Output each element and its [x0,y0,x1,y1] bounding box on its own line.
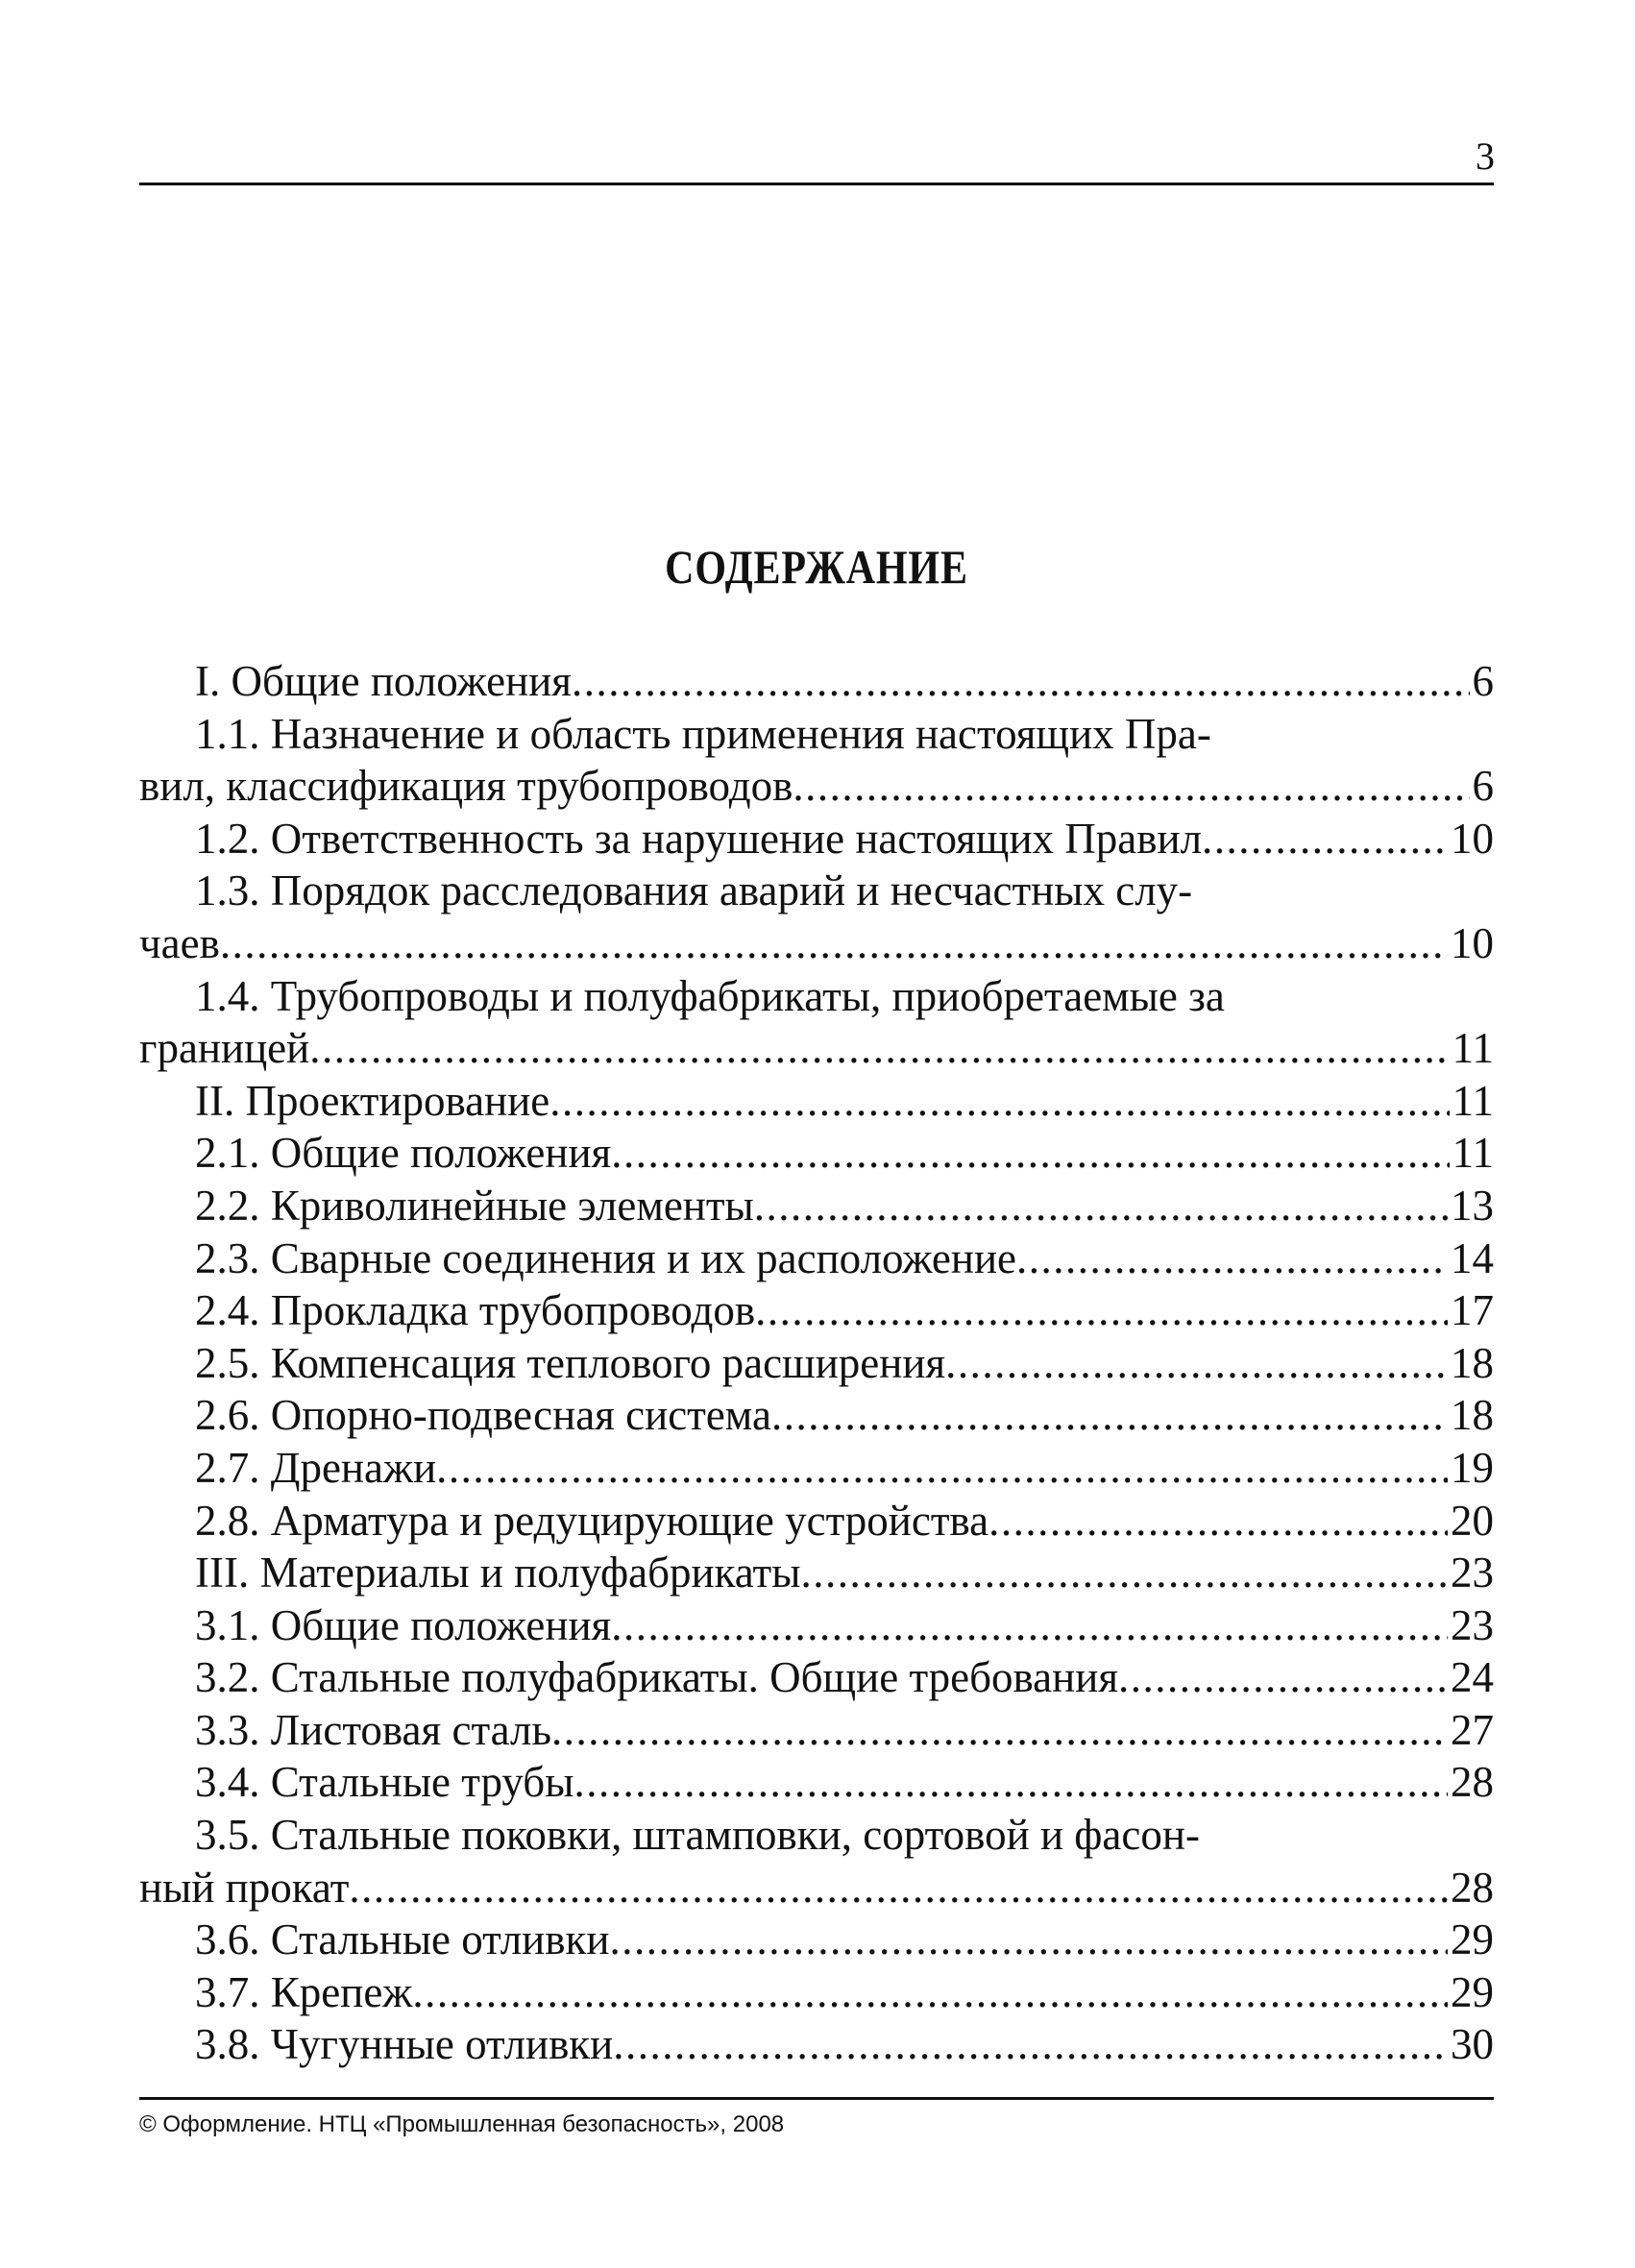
toc-entry-text: 1.3. Порядок расследования аварий и несчастных слу- [195,866,1193,915]
toc-entry-page: 28 [1451,1758,1494,1807]
toc-entry [139,1547,1494,1599]
toc-entry [139,1442,1494,1495]
toc-entry-text: 1.4. Трубопроводы и полуфабрикаты, приобретаемые за [195,971,1225,1020]
toc-entry [139,813,1494,866]
toc-entry [139,655,1494,708]
toc-leader-dots [988,1495,1448,1548]
toc-leader-dots [771,1389,1448,1442]
toc-leader-dots [573,1756,1448,1809]
toc-leader-dots [609,1914,1448,1966]
toc-entry-page: 23 [1451,1600,1494,1649]
toc-entry [139,1389,1494,1442]
toc-entry-page: 18 [1451,1338,1494,1387]
toc-leader-dots [572,655,1470,708]
toc-entry [139,708,1494,761]
toc-entry-text: границей [139,1024,310,1073]
toc-entry [139,1180,1494,1232]
toc-entry-page: 11 [1452,1129,1494,1178]
toc-entry-text: 2.2. Криволинейные элементы [195,1181,754,1230]
toc-leader-dots [549,1075,1449,1128]
toc-entry-text: ный прокат [139,1863,350,1912]
footer-rule [139,2097,1494,2100]
toc-entry-text: 3.1. Общие положения [195,1600,612,1649]
toc-entry-page: 19 [1451,1443,1494,1492]
toc-entry [139,1651,1494,1704]
toc-leader-dots [1016,1232,1448,1285]
toc-entry-text: 1.1. Назначение и область применения настоящих Пра- [195,709,1211,758]
toc-entry-text: 2.7. Дренажи [195,1443,437,1492]
toc-entry-text: 2.3. Сварные соединения и их расположение [195,1233,1017,1282]
toc-entry-text: II. Проектирование [195,1076,550,1125]
toc-entry [139,865,1494,917]
toc-entry-page: 18 [1451,1391,1494,1440]
copyright-notice: © Оформление. НТЦ «Промышленная безопасность», 2008 [139,2111,785,2137]
toc-leader-dots [755,1284,1448,1337]
toc-entry-page: 20 [1451,1496,1494,1545]
toc-entry-page: 13 [1451,1181,1494,1230]
toc-entry-page: 11 [1452,1024,1494,1073]
toc-leader-dots [436,1442,1448,1495]
toc-entry-text: чаев [139,918,220,967]
toc-entry [139,760,1494,813]
toc-entry-text: 1.2. Ответственность за нарушение настоящих Правил [195,814,1203,863]
toc-entry [139,1075,1494,1128]
toc-entry-page: 24 [1451,1653,1494,1702]
toc-entry-text: 2.4. Прокладка трубопроводов [195,1286,756,1335]
toc-entry-page: 28 [1451,1863,1494,1912]
toc-entry [139,1599,1494,1652]
toc-entry-text: 3.3. Листовая сталь [195,1705,552,1754]
toc-entry-page: 6 [1472,762,1494,811]
toc-entry-page: 29 [1451,1915,1494,1964]
toc-entry-page: 11 [1452,1076,1494,1125]
page-number: 3 [1476,134,1495,178]
toc-leader-dots [309,1022,1449,1075]
toc-leader-dots [412,1966,1448,2019]
toc-entry-page: 10 [1451,814,1494,863]
toc-leader-dots [349,1862,1448,1914]
toc-leader-dots [220,917,1448,970]
toc-leader-dots [800,1547,1448,1599]
toc-entry-text: 2.6. Опорно-подвесная система [195,1391,771,1440]
toc-entry [139,1862,1494,1914]
toc-entry-text: 3.2. Стальные полуфабрикаты. Общие требования [195,1653,1119,1702]
toc-leader-dots [551,1704,1448,1757]
header-rule [139,183,1494,185]
toc-entry-page: 14 [1451,1233,1494,1282]
toc-entry-page: 30 [1451,2020,1494,2069]
toc-leader-dots [945,1337,1448,1390]
toc-entry [139,1966,1494,2019]
toc-entry [139,1284,1494,1337]
toc-entry [139,917,1494,970]
toc-entry-page: 17 [1451,1286,1494,1335]
table-of-contents [139,655,1494,2071]
toc-entry [139,1756,1494,1809]
toc-entry-page: 10 [1451,918,1494,967]
toc-entry [139,1495,1494,1548]
toc-leader-dots [611,1127,1449,1180]
toc-entry [139,1127,1494,1180]
toc-leader-dots [793,760,1469,813]
toc-entry-text: 3.5. Стальные поковки, штамповки, сортовой и фасон- [195,1811,1200,1860]
toc-entry [139,970,1494,1023]
toc-entry-text: I. Общие положения [195,657,572,705]
toc-entry [139,1337,1494,1390]
toc-entry-text: III. Материалы и полуфабрикаты [195,1549,801,1597]
toc-leader-dots [613,2018,1448,2071]
toc-entry [139,1914,1494,1966]
toc-entry-page: 29 [1451,1967,1494,2016]
toc-leader-dots [611,1599,1448,1652]
toc-entry-text: 2.8. Арматура и редуцирующие устройства [195,1496,989,1545]
toc-entry [139,1704,1494,1757]
toc-entry-text: 3.6. Стальные отливки [195,1915,610,1964]
toc-entry-text: 3.8. Чугунные отливки [195,2020,614,2069]
toc-entry [139,1232,1494,1285]
toc-entry-text: вил, классификация трубопроводов [139,762,793,811]
toc-entry-text: 3.7. Крепеж [195,1967,413,2016]
toc-entry-page: 23 [1451,1549,1494,1597]
toc-leader-dots [1118,1651,1448,1704]
toc-entry-text: 3.4. Стальные трубы [195,1758,574,1807]
toc-title: СОДЕРЖАНИЕ [665,540,968,594]
toc-entry-text: 2.1. Общие положения [195,1129,612,1178]
toc-leader-dots [754,1180,1448,1232]
toc-entry [139,2018,1494,2071]
toc-entry-page: 27 [1451,1705,1494,1754]
toc-entry [139,1022,1494,1075]
toc-entry-text: 2.5. Компенсация теплового расширения [195,1338,946,1387]
toc-leader-dots [1202,813,1448,866]
toc-entry-page: 6 [1472,657,1494,705]
toc-entry [139,1809,1494,1862]
